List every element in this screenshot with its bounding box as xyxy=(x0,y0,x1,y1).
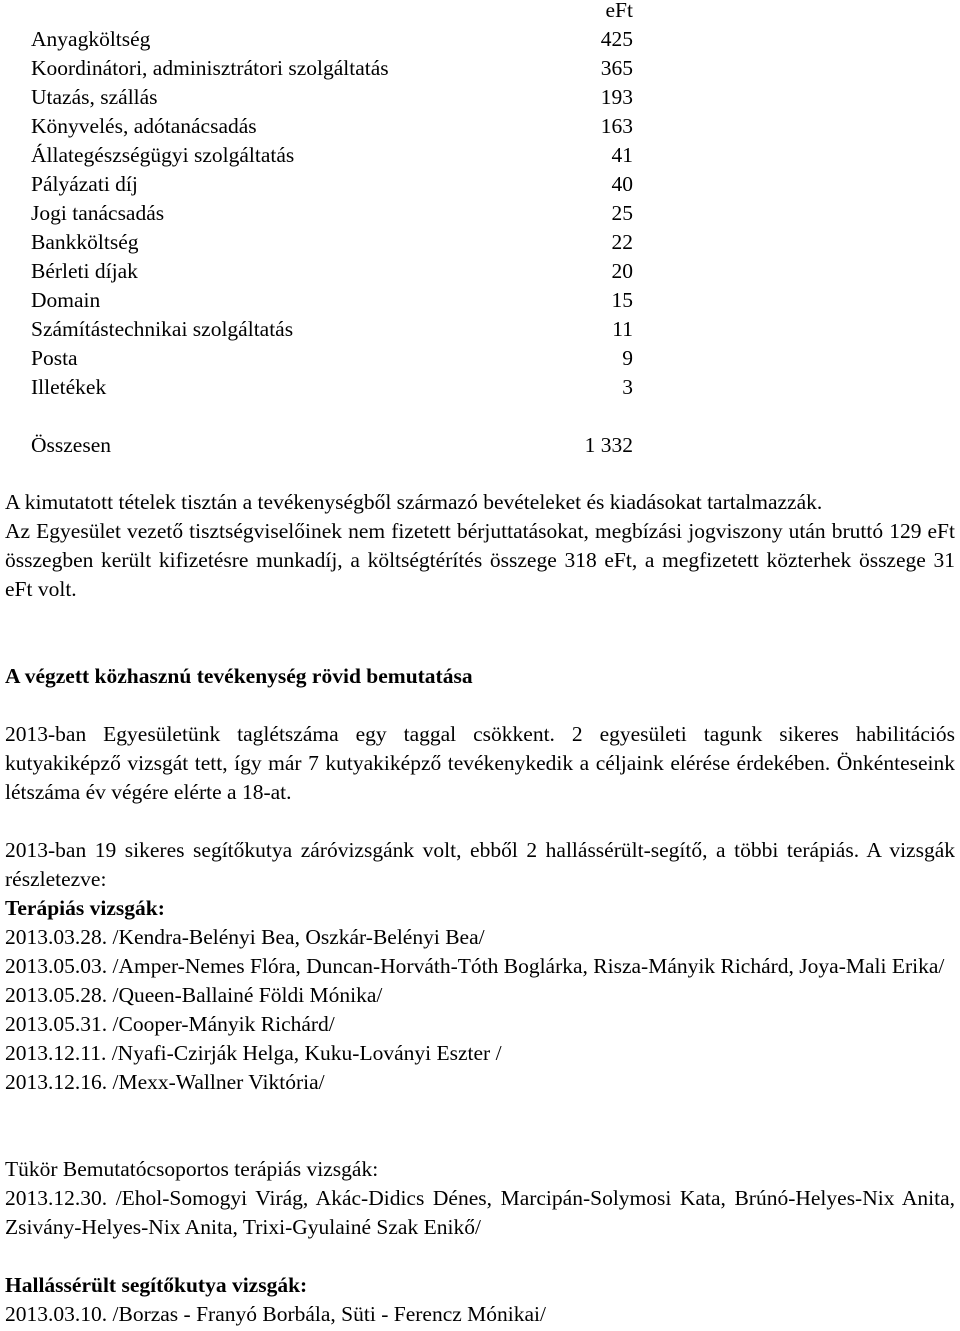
exam-entry: 2013.05.28. /Queen-Ballainé Földi Mónika/ xyxy=(5,983,383,1007)
note-paragraph: A kimutatott tételek tisztán a tevékenységből származó bevételeket és kiadásokat tartalmazzák. xyxy=(5,490,823,514)
mirror-exams-heading: Tükör Bemutatócsoportos terápiás vizsgák: xyxy=(5,1157,379,1181)
cost-row xyxy=(31,141,633,170)
cost-label: Számítástechnikai szolgáltatás xyxy=(31,317,294,341)
membership-block xyxy=(5,720,955,807)
cost-label: Posta xyxy=(31,346,78,370)
cost-value: 25 xyxy=(611,201,633,225)
total-row xyxy=(31,431,633,460)
cost-label: Domain xyxy=(31,288,101,312)
total-label: Összesen xyxy=(31,433,112,457)
cost-label: Könyvelés, adótanácsadás xyxy=(31,114,257,138)
exams-block xyxy=(5,836,955,1097)
cost-value: 163 xyxy=(600,114,633,138)
cost-value: 40 xyxy=(611,172,633,196)
cost-label: Bankköltség xyxy=(31,230,139,254)
cost-label: Illetékek xyxy=(31,375,107,399)
exam-entry: 2013.12.11. /Nyafi-Czirják Helga, Kuku-Loványi Eszter / xyxy=(5,1041,502,1065)
cost-label: Koordinátori, adminisztrátori szolgáltatás xyxy=(31,56,389,80)
activity-section xyxy=(5,662,955,691)
exam-entry: 2013.12.30. /Ehol-Somogyi Virág, Akác-Didics Dénes, Marcipán-Solymosi Kata, Brúnó-Helyes-Nix Anita, Zsivány-Helyes-Nix Anita, Trixi-Gyulainé Szak Enikő/ xyxy=(5,1186,955,1239)
cost-row xyxy=(31,112,633,141)
note-block xyxy=(5,488,955,604)
cost-row xyxy=(31,170,633,199)
exam-entry: 2013.05.31. /Cooper-Mányik Richárd/ xyxy=(5,1012,335,1036)
hearing-exams-block xyxy=(5,1271,955,1329)
therapy-exams-heading: Terápiás vizsgák: xyxy=(5,896,165,920)
cost-value: 425 xyxy=(600,27,633,51)
cost-row xyxy=(31,373,633,402)
cost-row xyxy=(31,25,633,54)
cost-value: 41 xyxy=(611,143,633,167)
cost-value: 193 xyxy=(600,85,633,109)
hearing-exams-heading: Hallássérült segítőkutya vizsgák: xyxy=(5,1273,308,1297)
cost-row xyxy=(31,257,633,286)
exam-entry: 2013.12.16. /Mexx-Wallner Viktória/ xyxy=(5,1070,325,1094)
cost-row xyxy=(31,315,633,344)
cost-value: 3 xyxy=(622,375,633,399)
cost-row xyxy=(31,344,633,373)
cost-row xyxy=(31,199,633,228)
cost-label: Állategészségügyi szolgáltatás xyxy=(31,143,295,167)
cost-value: 20 xyxy=(611,259,633,283)
section-heading: A végzett közhasznú tevékenység rövid bemutatása xyxy=(5,664,473,688)
officers-paragraph: Az Egyesület vezető tisztségviselőinek nem fizetett bérjuttatásokat, megbízási jogviszony után bruttó 129 eFt összegben került kifizetésre munkadíj, a költségtérítés összege 318 eFt, a megfizetett közterhek összege 31 eFt volt. xyxy=(5,519,955,601)
cost-value: 11 xyxy=(612,317,633,341)
exam-entry: 2013.05.03. /Amper-Nemes Flóra, Duncan-Horváth-Tóth Boglárka, Risza-Mányik Richárd, Joya-Mali Erika/ xyxy=(5,954,945,978)
cost-label: Pályázati díj xyxy=(31,172,138,196)
unit-label: eFt xyxy=(605,0,633,22)
mirror-exams-block xyxy=(5,1155,955,1242)
unit-row xyxy=(31,0,633,25)
exams-intro-paragraph: 2013-ban 19 sikeres segítőkutya záróvizsgánk volt, ebből 2 hallássérült-segítő, a többi terápiás. A vizsgák részletezve: xyxy=(5,838,955,891)
cost-table xyxy=(31,0,633,460)
cost-value: 22 xyxy=(611,230,633,254)
total-value: 1 332 xyxy=(584,433,633,457)
cost-value: 9 xyxy=(622,346,633,370)
cost-label: Jogi tanácsadás xyxy=(31,201,165,225)
cost-value: 365 xyxy=(600,56,633,80)
cost-label: Anyagköltség xyxy=(31,27,151,51)
exam-entry: 2013.03.28. /Kendra-Belényi Bea, Oszkár-Belényi Bea/ xyxy=(5,925,485,949)
cost-row xyxy=(31,54,633,83)
cost-row xyxy=(31,83,633,112)
cost-row xyxy=(31,286,633,315)
cost-row xyxy=(31,228,633,257)
exam-entry: 2013.03.10. /Borzas - Franyó Borbála, Süti - Ferencz Mónikai/ xyxy=(5,1302,546,1326)
cost-label: Bérleti díjak xyxy=(31,259,138,283)
cost-value: 15 xyxy=(611,288,633,312)
cost-label: Utazás, szállás xyxy=(31,85,158,109)
membership-paragraph: 2013-ban Egyesületünk taglétszáma egy taggal csökkent. 2 egyesületi tagunk sikeres habilitációs kutyakiképző vizsgát tett, így már 7 kutyakiképző tevékenykedik a céljaink elérése érdekében. Önkénteseink létszáma év végére elérte a 18-at. xyxy=(5,722,955,804)
